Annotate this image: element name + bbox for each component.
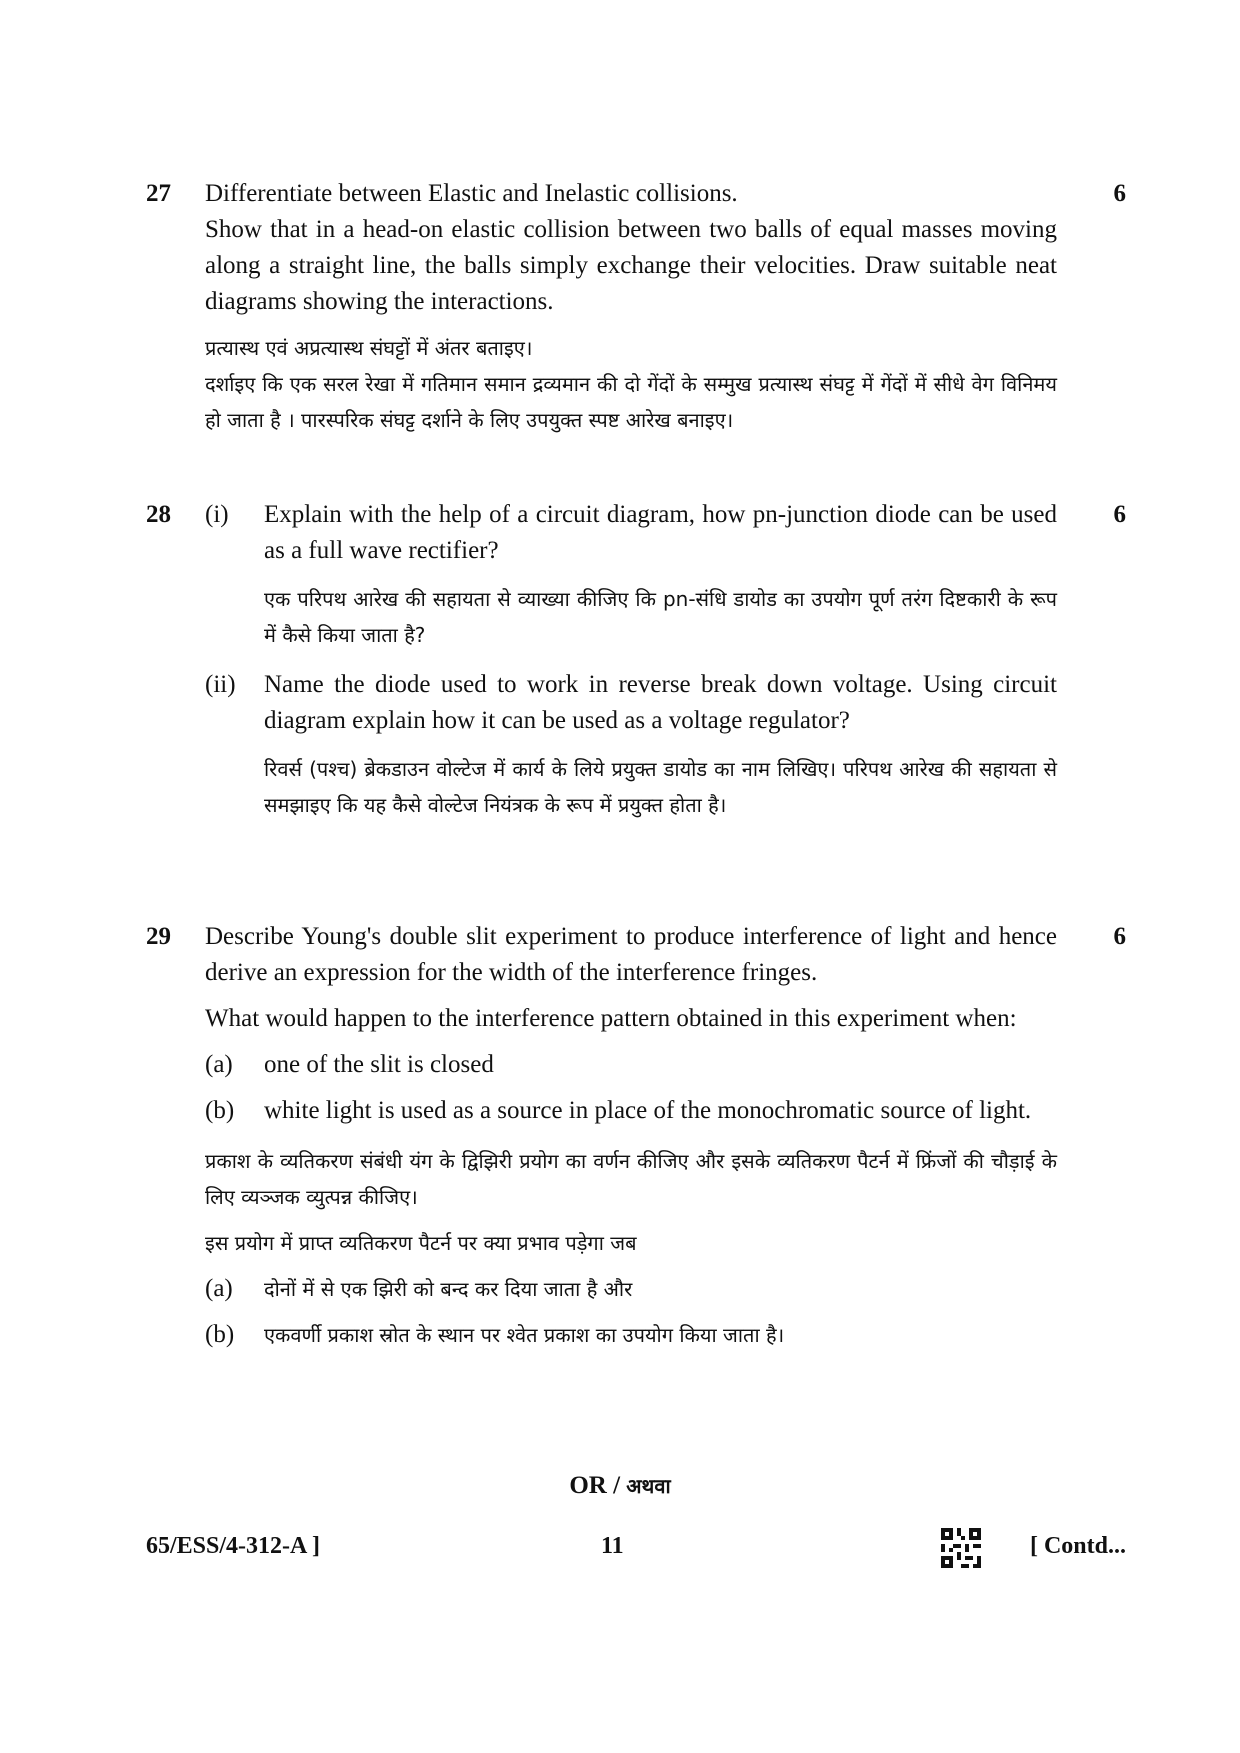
question-body (205, 919, 1057, 1353)
continued-marker: [ Contd... (1029, 1533, 1126, 1559)
question-body (205, 176, 1057, 438)
question-number: 28 (146, 501, 171, 528)
hindi-text: प्रकाश के व्यतिकरण संबंधी यंग के द्विझिरी प्रयोग का वर्णन कीजिए और इसके व्यतिकरण पैटर्न में फ्रिंजों की चौड़ाई के लिए व्यञ्जक व्युत्पन्न कीजिए। (205, 1149, 1057, 1209)
page-number: 11 (601, 1533, 624, 1559)
question-number: 29 (146, 923, 171, 950)
hindi-text: एकवर्णी प्रकाश स्रोत के स्थान पर श्वेत प्रकाश का उपयोग किया जाता है। (264, 1323, 785, 1347)
paper-code: 65/ESS/4-312-A ] (146, 1533, 321, 1559)
english-text: one of the slit is closed (264, 1051, 494, 1078)
english-text: white light is used as a source in place of the monochromatic source of light. (264, 1097, 1032, 1124)
sub-question-label: (a) (205, 1275, 233, 1302)
english-text: What would happen to the interference pattern obtained in this experiment when: (205, 1005, 1017, 1032)
sub-question-a (205, 1047, 1057, 1083)
sub-question-label: (a) (205, 1051, 233, 1078)
english-text: Show that in a head-on elastic collision between two balls of equal masses moving along a straight line, the balls simply exchange their velocities. Draw suitable neat diagrams showing the interactions. (205, 216, 1057, 315)
question-28 (146, 497, 1126, 877)
hindi-text: प्रत्यास्थ एवं अप्रत्यास्थ संघट्टों में अंतर बताइए। (205, 336, 533, 360)
sub-question-i (205, 497, 1057, 653)
question-marks: 6 (1113, 501, 1126, 528)
hindi-text: दोनों में से एक झिरी को बन्द कर दिया जाता है और (264, 1277, 633, 1301)
sub-question-label: (b) (205, 1321, 235, 1348)
sub-question-b-hindi (205, 1317, 1057, 1353)
question-marks: 6 (1113, 180, 1126, 207)
sub-question-label: (i) (205, 501, 229, 528)
hindi-text: दर्शाइए कि एक सरल रेखा में गतिमान समान द्रव्यमान की दो गेंदों के सम्मुख प्रत्यास्थ संघट्ट में गेंदों में सीधे वेग विनिमय हो जाता है । पारस्परिक संघट्ट दर्शाने के लिए उपयुक्त स्पष्ट आरेख बनाइए। (205, 372, 1057, 432)
english-text: Name the diode used to work in reverse break down voltage. Using circuit diagram explain how it can be used as a voltage regulator? (264, 671, 1057, 734)
hindi-text: इस प्रयोग में प्राप्त व्यतिकरण पैटर्न पर क्या प्रभाव पड़ेगा जब (205, 1231, 637, 1255)
english-text: Differentiate between Elastic and Inelastic collisions. (205, 180, 738, 207)
or-hindi-text: अथवा (626, 1474, 671, 1498)
or-separator (0, 1468, 1240, 1504)
sub-question-label: (ii) (205, 671, 236, 698)
page-footer (146, 1528, 1126, 1572)
sub-question-ii (205, 667, 1057, 823)
or-text: OR / (569, 1472, 621, 1499)
question-29 (146, 919, 1126, 1449)
qr-code-icon (941, 1528, 981, 1568)
english-text: Describe Young's double slit experiment to produce interference of light and hence derive an expression for the width of the interference fringes. (205, 923, 1057, 986)
english-text: Explain with the help of a circuit diagram, how pn-junction diode can be used as a full wave rectifier? (264, 501, 1057, 564)
question-body (205, 497, 1057, 823)
hindi-text: रिवर्स (पश्च) ब्रेकडाउन वोल्टेज में कार्य के लिये प्रयुक्त डायोड का नाम लिखिए। परिपथ आरेख की सहायता से समझाइए कि यह कैसे वोल्टेज नियंत्रक के रूप में प्रयुक्त होता है। (264, 757, 1057, 817)
question-number: 27 (146, 180, 171, 207)
sub-question-a-hindi (205, 1271, 1057, 1307)
hindi-text: एक परिपथ आरेख की सहायता से व्याख्या कीजिए कि pn-संधि डायोड का उपयोग पूर्ण तरंग दिष्टकारी के रूप में कैसे किया जाता है? (264, 587, 1057, 647)
question-27 (146, 176, 1126, 432)
sub-question-b (205, 1093, 1057, 1129)
question-marks: 6 (1113, 923, 1126, 950)
sub-question-label: (b) (205, 1097, 235, 1124)
